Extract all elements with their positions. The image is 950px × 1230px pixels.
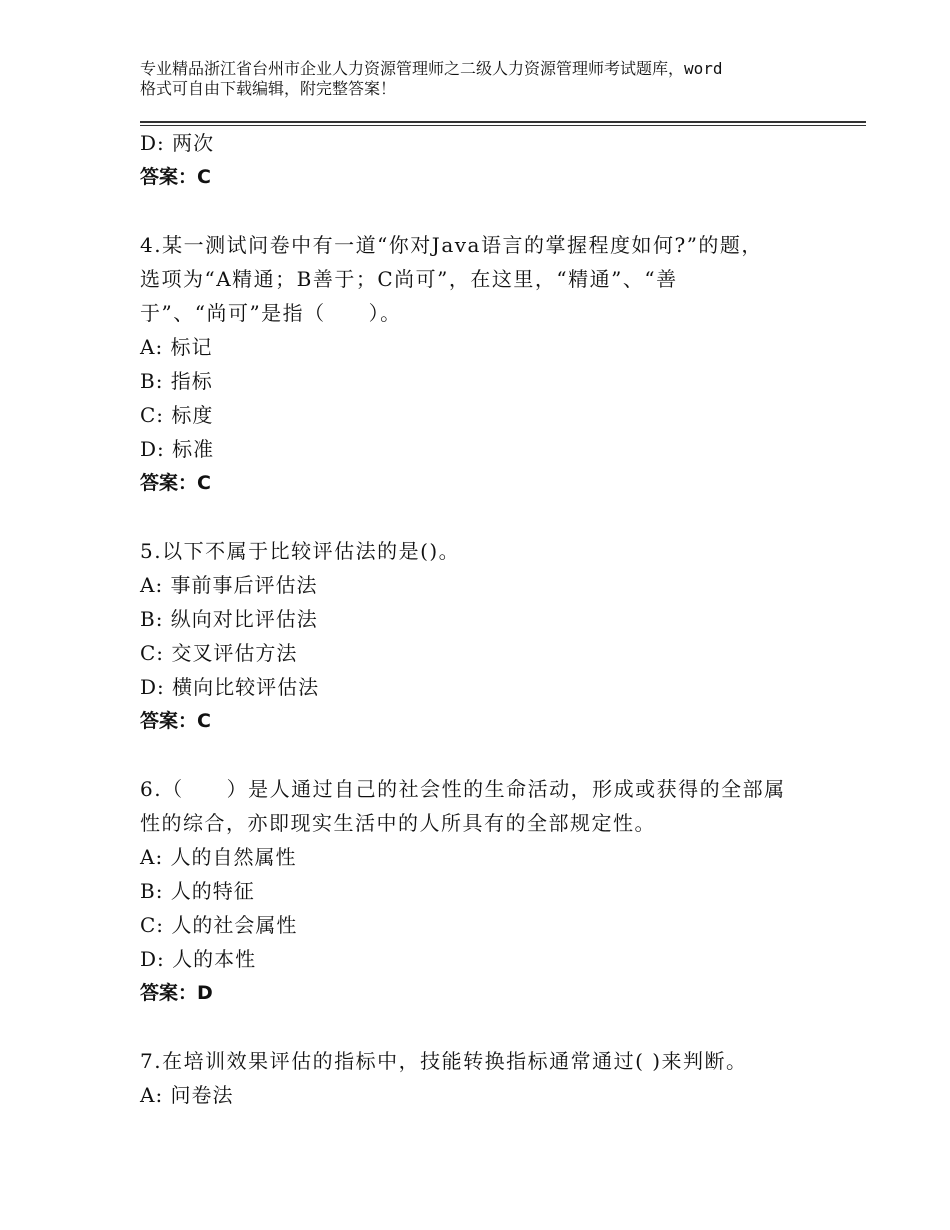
option-b: B: 指标	[140, 369, 213, 393]
option-b: B: 人的特征	[140, 879, 255, 903]
question-text-line: 6.（ ）是人通过自己的社会性的生命活动，形成或获得的全部属	[140, 777, 786, 801]
answer: 答案：D	[140, 982, 213, 1004]
option-a: A: 人的自然属性	[140, 845, 297, 869]
question-text-line: 4.某一测试问卷中有一道“你对Java语言的掌握程度如何?”的题，	[140, 233, 763, 257]
question-6	[140, 772, 820, 1010]
question-text-line: 5.以下不属于比较评估法的是()。	[140, 539, 461, 563]
question-text-line: 于”、“尚可”是指（ ）。	[140, 301, 402, 325]
document-body	[140, 126, 820, 1112]
document-header	[140, 59, 830, 99]
header-title-line-2: 格式可自由下载编辑，附完整答案！	[140, 79, 397, 98]
spacer	[140, 500, 820, 534]
option-a: A: 标记	[140, 335, 213, 359]
question-4	[140, 228, 820, 500]
header-title-line-1: 专业精品浙江省台州市企业人力资源管理师之二级人力资源管理师考试题库，word	[140, 59, 723, 78]
question-text-line: 7.在培训效果评估的指标中，技能转换指标通常通过( )来判断。	[140, 1049, 748, 1073]
answer: 答案：C	[140, 472, 211, 494]
spacer	[140, 738, 820, 772]
option-b: B: 纵向对比评估法	[140, 607, 318, 631]
question-text-line: 选项为“A精通；B善于；C尚可”，在这里，“精通”、“善	[140, 267, 678, 291]
spacer	[140, 194, 820, 228]
spacer	[140, 1010, 820, 1044]
option-c: C: 人的社会属性	[140, 913, 298, 937]
question-5	[140, 534, 820, 738]
option-c: C: 交叉评估方法	[140, 641, 298, 665]
question-3-tail	[140, 126, 820, 194]
question-7	[140, 1044, 820, 1112]
answer: 答案：C	[140, 710, 211, 732]
option-d: D: 标准	[140, 437, 215, 461]
option-a: A: 问卷法	[140, 1083, 234, 1107]
option-d: D: 人的本性	[140, 947, 257, 971]
option-d: D: 两次	[140, 131, 215, 155]
option-c: C: 标度	[140, 403, 214, 427]
answer: 答案：C	[140, 166, 211, 188]
question-text-line: 性的综合，亦即现实生活中的人所具有的全部规定性。	[140, 811, 656, 835]
option-a: A: 事前事后评估法	[140, 573, 318, 597]
header-divider-thick	[140, 121, 866, 123]
option-d: D: 横向比较评估法	[140, 675, 320, 699]
